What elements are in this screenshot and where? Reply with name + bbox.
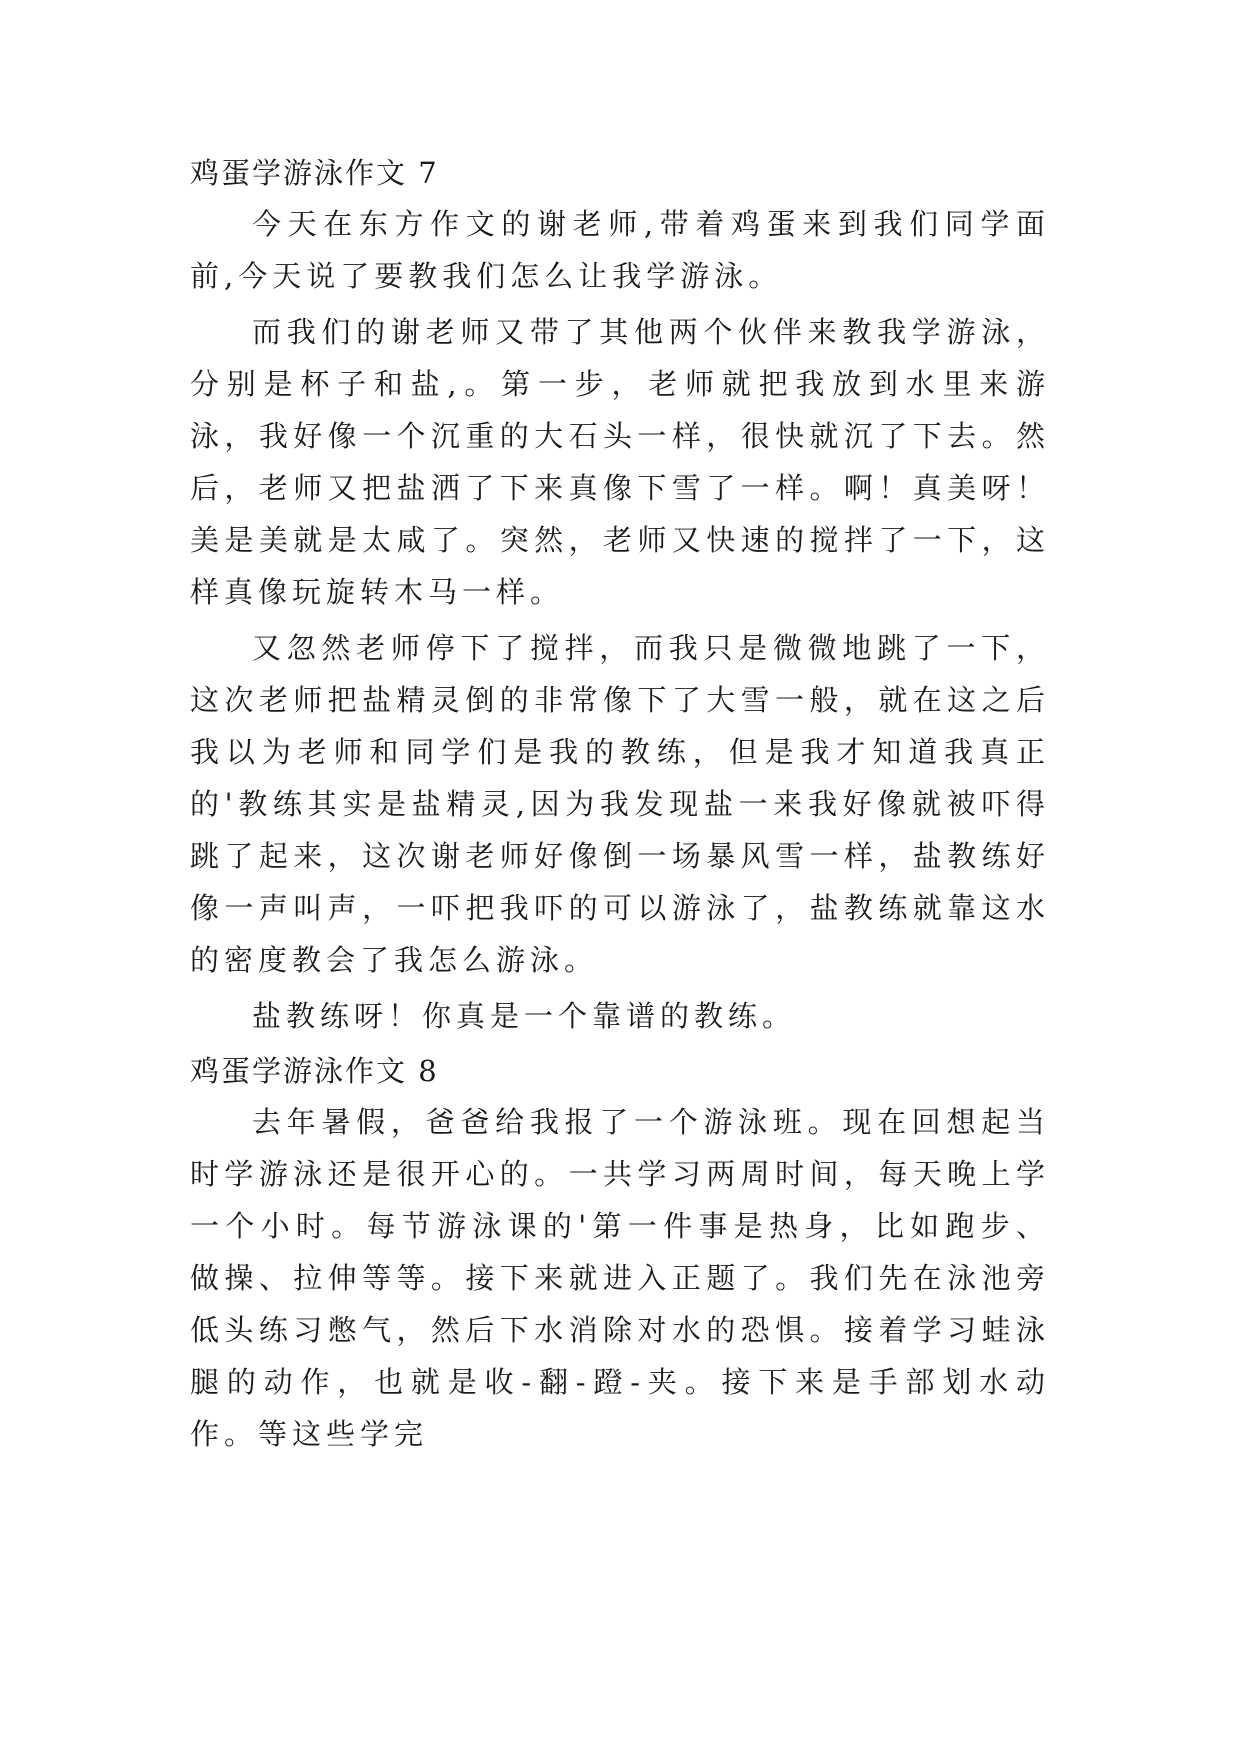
paragraph: 而我们的谢老师又带了其他两个伙伴来教我学游泳，分别是杯子和盐,。第一步，老师就把我放到水里来游泳，我好像一个沉重的大石头一样，很快就沉了下去。然后，老师又把盐洒了下来真像下雪了一样。啊！真美呀！美是美就是太咸了。突然，老师又快速的搅拌了一下，这样真像玩旋转木马一样。 xyxy=(190,315,1050,609)
paragraph: 盐教练呀！你真是一个靠谱的教练。 xyxy=(252,999,797,1033)
section-title-7: 鸡蛋学游泳作文 7 xyxy=(190,156,439,190)
section-title-8: 鸡蛋学游泳作文 8 xyxy=(190,1054,439,1088)
paragraph: 又忽然老师停下了搅拌，而我只是微微地跳了一下，这次老师把盐精灵倒的非常像下了大雪一般，就在这之后我以为老师和同学们是我的教练，但是我才知道我真正的'教练其实是盐精灵,因为我发现盐一来我好像就被吓得跳了起来，这次谢老师好像倒一场暴风雪一样，盐教练好像一声叫声，一吓把我吓的可以游泳了，盐教练就靠这水的密度教会了我怎么游泳。 xyxy=(190,631,1050,977)
paragraph: 今天在东方作文的谢老师,带着鸡蛋来到我们同学面前,今天说了要教我们怎么让我学游泳。 xyxy=(190,207,1050,293)
document-page xyxy=(190,148,1050,1464)
paragraph: 去年暑假，爸爸给我报了一个游泳班。现在回想起当时学游泳还是很开心的。一共学习两周时间，每天晚上学一个小时。每节游泳课的'第一件事是热身，比如跑步、做操、拉伸等等。接下来就进入正题了。我们先在泳池旁低头练习憋气，然后下水消除对水的恐惧。接着学习蛙泳腿的动作，也就是收-翻-蹬-夹。接下来是手部划水动作。等这些学完 xyxy=(190,1105,1050,1451)
